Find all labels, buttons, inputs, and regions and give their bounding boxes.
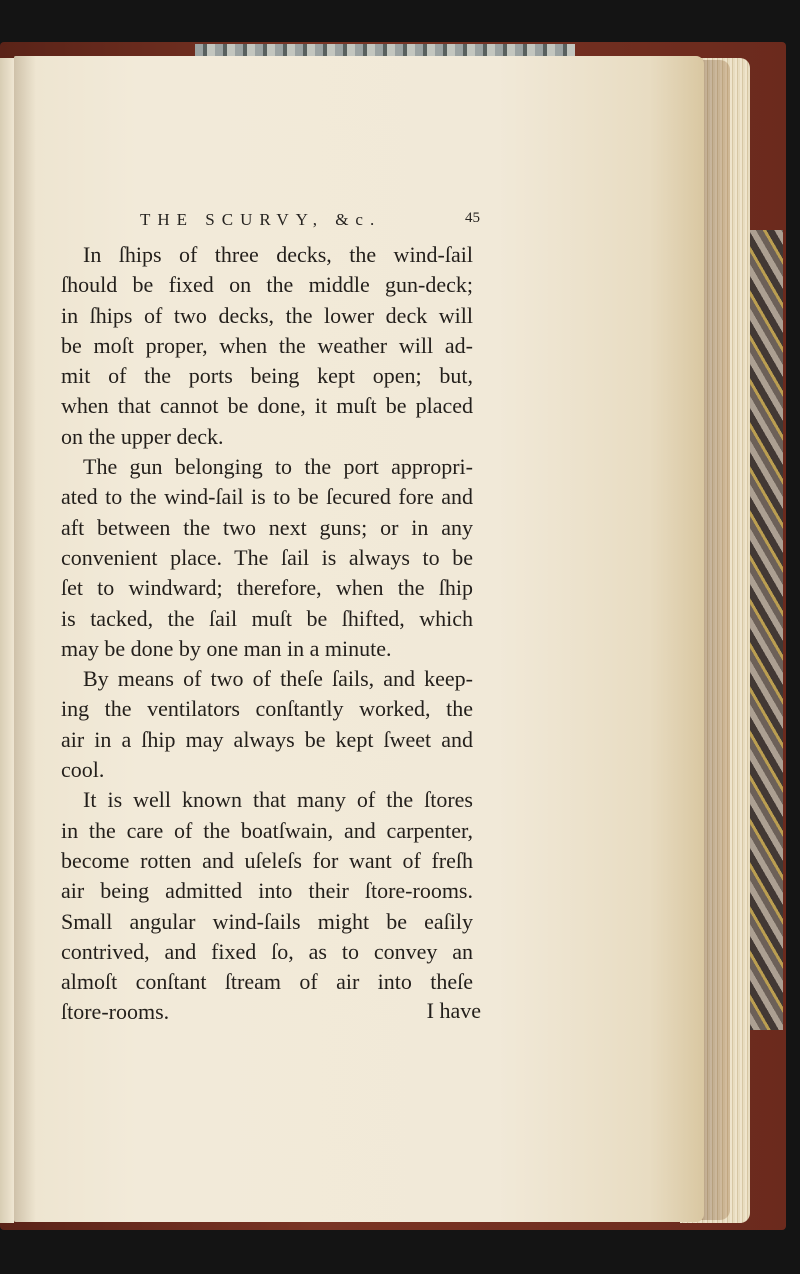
paragraph [61,785,473,1027]
text-line: on the upper deck. [61,423,224,449]
page-number: 45 [465,210,480,226]
text-line: ated to the wind-ſail is to be ſecured fore and [61,484,473,510]
paragraph [61,452,473,664]
text-line: cool. [61,757,105,783]
text-line: is tacked, the ſail muſt be ſhifted, which [61,605,473,631]
text-line: mit of the ports being kept open; but, [61,363,473,389]
text-line: may be done by one man in a minute. [61,635,392,661]
text-line: in the care of the boatſwain, and carpenter, [61,817,473,843]
left-page-edge [0,58,14,1223]
catchword: I have [426,998,481,1023]
body-text [61,240,473,1028]
text-line: convenient place. The ſail is always to be [61,544,473,570]
page-gutter-shadow [14,56,36,1222]
text-line: The gun belonging to the port appropri- [83,454,473,480]
text-line: ſhould be fixed on the middle gun-deck; [61,272,473,298]
text-line: almoſt conſtant ſtream of air into theſe [61,969,473,995]
text-line: contrived, and fixed ſo, as to convey an [61,938,473,964]
paragraph [61,240,473,452]
text-line: Small angular wind-ſails might be eaſily [61,908,473,934]
paragraph [61,664,473,785]
text-line: be moſt proper, when the weather will ad- [61,332,473,358]
text-line: air in a ſhip may always be kept ſweet and [61,726,473,752]
running-header [140,210,480,236]
text-line: In ſhips of three decks, the wind-ſail [83,242,473,267]
text-line: become rotten and uſeleſs for want of freſh [61,847,473,873]
text-line: ſet to windward; therefore, when the ſhip [61,575,473,601]
running-title: THE SCURVY, &c. [140,210,382,229]
text-line: air being admitted into their ſtore-rooms. [61,878,473,904]
text-line: when that cannot be done, it muſt be placed [61,393,473,419]
text-line: aft between the two next guns; or in any [61,514,473,540]
text-line: ing the ventilators conſtantly worked, the [61,696,473,722]
text-line: ſtore-rooms. [61,999,170,1025]
text-line: It is well known that many of the ſtores [83,787,473,813]
text-line: in ſhips of two decks, the lower deck will [61,302,473,328]
text-line: By means of two of theſe ſails, and keep- [83,666,473,692]
